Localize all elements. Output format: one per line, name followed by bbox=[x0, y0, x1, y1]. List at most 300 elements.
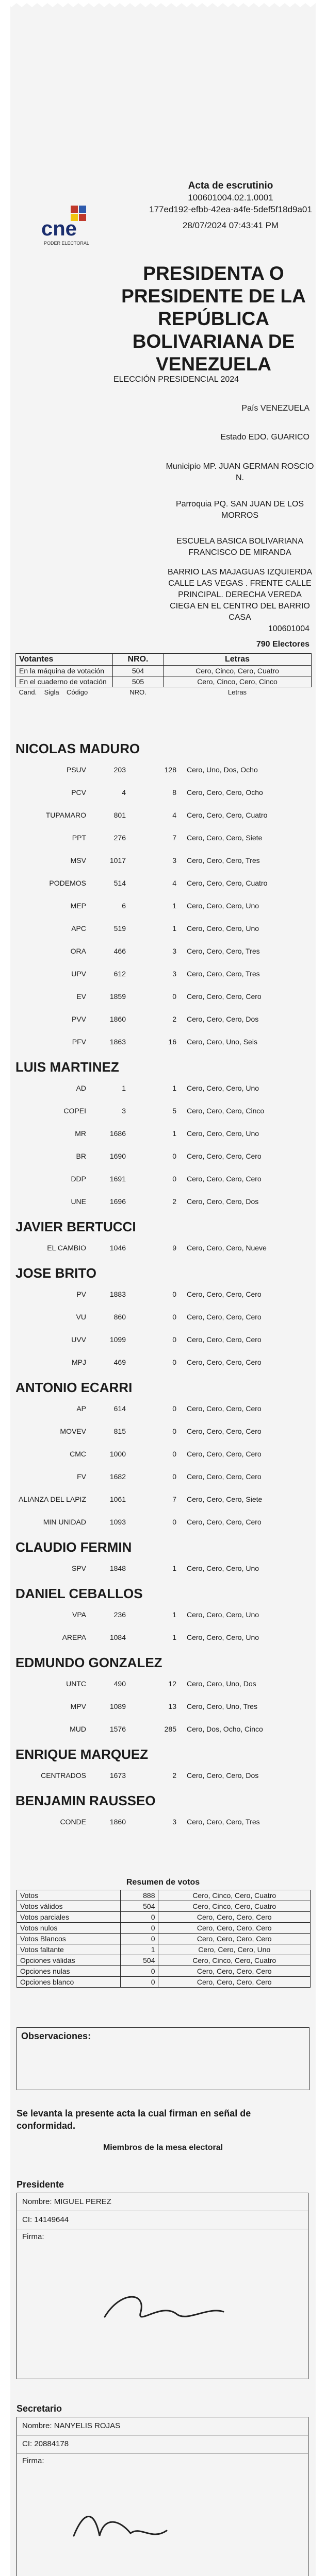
party-codigo: 490 bbox=[113, 1680, 126, 1688]
party-letras: Cero, Cero, Cero, Cero bbox=[187, 1404, 262, 1413]
party-votes: 1 bbox=[172, 1611, 176, 1619]
party-sigla: VPA bbox=[72, 1611, 86, 1619]
member-block bbox=[17, 2417, 308, 2576]
party-row bbox=[17, 1604, 311, 1627]
party-row bbox=[17, 1811, 311, 1834]
party-row bbox=[17, 941, 311, 963]
candidate-name: ANTONIO ECARRI bbox=[15, 1380, 133, 1395]
party-votes: 8 bbox=[172, 788, 176, 796]
party-sigla: MPJ bbox=[72, 1358, 86, 1366]
receipt bbox=[10, 0, 316, 2576]
resumen-row bbox=[17, 1966, 311, 1977]
party-letras: Cero, Cero, Cero, Uno bbox=[187, 1084, 259, 1092]
resumen-label: Votos bbox=[17, 1890, 121, 1901]
candidate-name: BENJAMIN RAUSSEO bbox=[15, 1793, 156, 1808]
municipio: Municipio MP. JUAN GERMAN ROSCIO N. bbox=[166, 462, 314, 482]
party-votes: 0 bbox=[172, 1472, 176, 1481]
resumen-letras: Cero, Cinco, Cero, Cuatro bbox=[158, 1890, 311, 1901]
party-sigla: MSV bbox=[70, 856, 86, 865]
resumen-number: 888 bbox=[121, 1890, 158, 1901]
party-sigla: SPV bbox=[71, 1564, 86, 1572]
party-letras: Cero, Cero, Cero, Dos bbox=[187, 1197, 259, 1206]
party-letras: Cero, Cero, Cero, Cero bbox=[187, 1313, 262, 1321]
party-votes: 7 bbox=[172, 834, 176, 842]
party-sigla: PVV bbox=[71, 1015, 86, 1023]
party-sigla: MPV bbox=[70, 1702, 86, 1710]
resumen-number: 0 bbox=[121, 1923, 158, 1934]
party-row bbox=[17, 1398, 311, 1421]
candidate-name: EDMUNDO GONZALEZ bbox=[15, 1655, 162, 1670]
party-sigla: PSUV bbox=[66, 766, 86, 774]
electores: 790 Electores bbox=[256, 640, 309, 649]
name-label: Nombre: bbox=[22, 2197, 52, 2206]
party-codigo: 1860 bbox=[109, 1818, 126, 1826]
party-row bbox=[17, 1627, 311, 1650]
party-votes: 0 bbox=[172, 1518, 176, 1526]
candidate-name: ENRIQUE MARQUEZ bbox=[15, 1747, 149, 1762]
party-codigo: 1673 bbox=[109, 1771, 126, 1780]
torn-edge-top bbox=[10, 0, 316, 7]
resumen-letras: Cero, Cero, Cero, Cero bbox=[158, 1977, 311, 1988]
party-row bbox=[17, 1765, 311, 1788]
acta-label: Acta de escrutinio bbox=[188, 180, 273, 191]
resumen-table bbox=[17, 1890, 311, 1988]
resumen-row bbox=[17, 1901, 311, 1912]
party-votes: 3 bbox=[172, 856, 176, 865]
candidate-name: JAVIER BERTUCCI bbox=[15, 1219, 136, 1234]
resumen-number: 504 bbox=[121, 1901, 158, 1912]
resumen-letras: Cero, Cero, Cero, Uno bbox=[158, 1944, 311, 1955]
resumen-label: Votos Blancos bbox=[17, 1934, 121, 1944]
resumen-number: 1 bbox=[121, 1944, 158, 1955]
resumen-letras: Cero, Cero, Cero, Cero bbox=[158, 1923, 311, 1934]
party-votes: 4 bbox=[172, 879, 176, 887]
party-row bbox=[17, 963, 311, 986]
signature bbox=[43, 2495, 280, 2562]
party-sigla: APC bbox=[71, 924, 86, 933]
resumen-number: 504 bbox=[121, 1955, 158, 1966]
party-codigo: 860 bbox=[113, 1313, 126, 1321]
party-row bbox=[17, 918, 311, 941]
member-ci: 14149644 bbox=[34, 2215, 69, 2224]
party-sigla: PCV bbox=[71, 788, 86, 796]
resumen-number: 0 bbox=[121, 1934, 158, 1944]
party-codigo: 1686 bbox=[109, 1129, 126, 1138]
resumen-letras: Cero, Cero, Cero, Cero bbox=[158, 1912, 311, 1923]
party-row bbox=[17, 827, 311, 850]
party-codigo: 1682 bbox=[109, 1472, 126, 1481]
party-codigo: 1863 bbox=[109, 1038, 126, 1046]
party-votes: 0 bbox=[172, 1427, 176, 1435]
party-letras: Cero, Cero, Cero, Cuatro bbox=[187, 811, 268, 819]
party-codigo: 1883 bbox=[109, 1290, 126, 1298]
party-votes: 0 bbox=[172, 1335, 176, 1344]
candidate-name: LUIS MARTINEZ bbox=[15, 1059, 119, 1075]
party-row bbox=[17, 1238, 311, 1260]
resumen-label: Votos válidos bbox=[17, 1901, 121, 1912]
party-codigo: 614 bbox=[113, 1404, 126, 1413]
party-letras: Cero, Cero, Cero, Siete bbox=[187, 1495, 263, 1503]
party-sigla: CONDE bbox=[60, 1818, 86, 1826]
party-letras: Cero, Cero, Cero, Uno bbox=[187, 924, 259, 933]
resumen-label: Opciones blanco bbox=[17, 1977, 121, 1988]
party-letras: Cero, Cero, Uno, Dos bbox=[187, 1680, 256, 1688]
sub-letras: Letras bbox=[227, 688, 247, 696]
direccion: BARRIO LAS MAJAGUAS IZQUIERDA CALLE LAS VEGAS . FRENTE CALLE PRINCIPAL. DERECHA VEREDA CIEGA EN EL CENTRO DEL BARRIO CASA bbox=[167, 568, 313, 622]
party-letras: Cero, Cero, Cero, Cuatro bbox=[187, 879, 268, 887]
acta-code: 177ed192-efbb-42ea-a4fe-5def5f18d9a01 bbox=[149, 205, 312, 214]
party-votes: 4 bbox=[172, 811, 176, 819]
party-row bbox=[17, 1009, 311, 1031]
firma-label: Firma: bbox=[22, 2232, 44, 2241]
resumen-row bbox=[17, 1890, 311, 1901]
member-role: Secretario bbox=[17, 2403, 62, 2414]
party-sigla: TUPAMARO bbox=[45, 811, 86, 819]
acta-header bbox=[145, 180, 316, 231]
party-votes: 2 bbox=[172, 1197, 176, 1206]
party-sigla: EV bbox=[76, 992, 86, 1001]
party-row bbox=[17, 1123, 311, 1146]
sub-sigla: Sigla bbox=[44, 688, 59, 696]
party-codigo: 469 bbox=[113, 1358, 126, 1366]
acta-number: 100601004.02.1.0001 bbox=[188, 193, 273, 202]
resumen-row bbox=[17, 1944, 311, 1955]
votantes-table bbox=[15, 653, 312, 697]
votantes-maquina-label: En la máquina de votación bbox=[16, 666, 113, 676]
col-votantes: Votantes bbox=[16, 654, 113, 666]
party-codigo: 203 bbox=[113, 766, 126, 774]
party-row bbox=[17, 1146, 311, 1168]
member-ci-field bbox=[17, 2211, 308, 2229]
party-sigla: CMC bbox=[70, 1450, 86, 1458]
party-votes: 0 bbox=[172, 1313, 176, 1321]
party-row bbox=[17, 1168, 311, 1191]
party-sigla: MOVEV bbox=[60, 1427, 86, 1435]
party-codigo: 1 bbox=[122, 1084, 126, 1092]
party-row bbox=[17, 1466, 311, 1489]
party-row bbox=[17, 782, 311, 805]
candidate-name: JOSE BRITO bbox=[15, 1265, 97, 1281]
party-sigla: MR bbox=[75, 1129, 86, 1138]
party-codigo: 519 bbox=[113, 924, 126, 933]
party-sigla: CENTRADOS bbox=[41, 1771, 86, 1780]
party-codigo: 612 bbox=[113, 970, 126, 978]
party-sigla: EL CAMBIO bbox=[47, 1244, 86, 1252]
votantes-cuaderno-letras: Cero, Cinco, Cero, Cinco bbox=[164, 676, 312, 687]
center-code: 100601004 bbox=[268, 624, 309, 633]
col-letras: Letras bbox=[164, 654, 312, 666]
member-ci-field bbox=[17, 2435, 308, 2453]
party-letras: Cero, Cero, Cero, Cero bbox=[187, 1175, 262, 1183]
election-name: ELECCIÓN PRESIDENCIAL 2024 bbox=[113, 375, 239, 384]
page-title: PRESIDENTA O PRESIDENTE DE LA REPÚBLICA BOLIVARIANA DE VENEZUELA bbox=[121, 263, 306, 375]
party-letras: Cero, Cero, Cero, Cero bbox=[187, 1427, 262, 1435]
estado: Estado EDO. GUARICO bbox=[220, 433, 309, 442]
party-row bbox=[17, 1284, 311, 1307]
party-letras: Cero, Cero, Cero, Cero bbox=[187, 1358, 262, 1366]
acta-datetime: 28/07/2024 07:43:41 PM bbox=[182, 221, 279, 230]
party-votes: 0 bbox=[172, 992, 176, 1001]
party-votes: 0 bbox=[172, 1152, 176, 1160]
party-sigla: PV bbox=[76, 1290, 86, 1298]
party-codigo: 1017 bbox=[109, 856, 126, 865]
candidate-name: DANIEL CEBALLOS bbox=[15, 1586, 143, 1601]
sub-codigo: Código bbox=[67, 688, 88, 696]
party-votes: 128 bbox=[164, 766, 176, 774]
party-codigo: 815 bbox=[113, 1427, 126, 1435]
party-letras: Cero, Cero, Cero, Tres bbox=[187, 970, 260, 978]
votantes-cuaderno-nro: 505 bbox=[113, 676, 164, 687]
member-role: Presidente bbox=[17, 2179, 64, 2190]
party-letras: Cero, Cero, Cero, Cinco bbox=[187, 1107, 265, 1115]
party-votes: 13 bbox=[168, 1702, 176, 1710]
pais: País VENEZUELA bbox=[241, 404, 309, 413]
party-sigla: AD bbox=[76, 1084, 86, 1092]
party-votes: 2 bbox=[172, 1015, 176, 1023]
party-codigo: 1859 bbox=[109, 992, 126, 1001]
party-votes: 3 bbox=[172, 1818, 176, 1826]
party-sigla: MIN UNIDAD bbox=[43, 1518, 86, 1526]
resumen-letras: Cero, Cinco, Cero, Cuatro bbox=[158, 1901, 311, 1912]
party-row bbox=[17, 850, 311, 873]
party-votes: 3 bbox=[172, 947, 176, 955]
party-codigo: 236 bbox=[113, 1611, 126, 1619]
member-block bbox=[17, 2193, 308, 2379]
resumen-label: Votos nulos bbox=[17, 1923, 121, 1934]
svg-text:cne: cne bbox=[41, 217, 77, 240]
party-row bbox=[17, 986, 311, 1009]
party-codigo: 1576 bbox=[109, 1725, 126, 1733]
party-sigla: FV bbox=[77, 1472, 86, 1481]
party-sigla: AP bbox=[76, 1404, 86, 1413]
party-sigla: UPV bbox=[71, 970, 86, 978]
party-letras: Cero, Cero, Cero, Cero bbox=[187, 1450, 262, 1458]
ci-label: CI: bbox=[22, 2439, 32, 2448]
resumen-row bbox=[17, 1955, 311, 1966]
party-votes: 1 bbox=[172, 1633, 176, 1641]
party-codigo: 1046 bbox=[109, 1244, 126, 1252]
party-row bbox=[17, 1489, 311, 1512]
party-votes: 16 bbox=[168, 1038, 176, 1046]
votantes-cuaderno-label: En el cuaderno de votación bbox=[16, 676, 113, 687]
sub-cand: Cand. bbox=[19, 688, 37, 696]
party-codigo: 1084 bbox=[109, 1633, 126, 1641]
party-row bbox=[17, 805, 311, 827]
resumen-letras: Cero, Cero, Cero, Cero bbox=[158, 1934, 311, 1944]
party-letras: Cero, Cero, Cero, Uno bbox=[187, 902, 259, 910]
party-row bbox=[17, 759, 311, 782]
party-codigo: 1099 bbox=[109, 1335, 126, 1344]
party-letras: Cero, Cero, Cero, Tres bbox=[187, 1818, 260, 1826]
resumen-title: Resumen de votos bbox=[126, 1878, 200, 1887]
party-sigla: DDP bbox=[71, 1175, 86, 1183]
member-ci: 20884178 bbox=[34, 2439, 69, 2448]
party-votes: 2 bbox=[172, 1771, 176, 1780]
sub-nro: NRO. bbox=[129, 688, 146, 696]
party-row bbox=[17, 1719, 311, 1741]
party-letras: Cero, Cero, Cero, Uno bbox=[187, 1564, 259, 1572]
party-row bbox=[17, 1444, 311, 1466]
party-sigla: PFV bbox=[72, 1038, 86, 1046]
parroquia: Parroquia PQ. SAN JUAN DE LOS MORROS bbox=[175, 500, 304, 520]
resumen-label: Opciones nulas bbox=[17, 1966, 121, 1977]
party-votes: 3 bbox=[172, 970, 176, 978]
party-codigo: 1696 bbox=[109, 1197, 126, 1206]
resumen-label: Opciones válidas bbox=[17, 1955, 121, 1966]
party-codigo: 1691 bbox=[109, 1175, 126, 1183]
sub-header-cand bbox=[16, 687, 113, 698]
party-letras: Cero, Cero, Cero, Uno bbox=[187, 1633, 259, 1641]
party-sigla: ALIANZA DEL LAPIZ bbox=[19, 1495, 86, 1503]
party-letras: Cero, Cero, Cero, Siete bbox=[187, 834, 263, 842]
closing-text: Se levanta la presente acta la cual firman en señal de conformidad. bbox=[17, 2108, 251, 2131]
party-sigla: UNE bbox=[71, 1197, 86, 1206]
party-letras: Cero, Cero, Cero, Cero bbox=[187, 1152, 262, 1160]
party-letras: Cero, Cero, Cero, Tres bbox=[187, 856, 260, 865]
party-codigo: 514 bbox=[113, 879, 126, 887]
resumen-row bbox=[17, 1934, 311, 1944]
col-nro: NRO. bbox=[113, 654, 164, 666]
party-votes: 5 bbox=[172, 1107, 176, 1115]
escuela: ESCUELA BASICA BOLIVARIANA FRANCISCO DE MIRANDA bbox=[176, 537, 304, 557]
party-codigo: 1093 bbox=[109, 1518, 126, 1526]
party-row bbox=[17, 1078, 311, 1100]
party-codigo: 466 bbox=[113, 947, 126, 955]
observaciones-label: Observaciones: bbox=[21, 2031, 91, 2041]
resumen-row bbox=[17, 1912, 311, 1923]
party-votes: 7 bbox=[172, 1495, 176, 1503]
party-votes: 1 bbox=[172, 1129, 176, 1138]
observaciones-box bbox=[17, 2027, 309, 2090]
party-sigla: ORA bbox=[70, 947, 86, 955]
ci-label: CI: bbox=[22, 2215, 32, 2224]
party-letras: Cero, Cero, Cero, Tres bbox=[187, 947, 260, 955]
signature-box bbox=[17, 2229, 308, 2379]
party-votes: 0 bbox=[172, 1290, 176, 1298]
party-letras: Cero, Cero, Cero, Dos bbox=[187, 1015, 259, 1023]
resumen-row bbox=[17, 1977, 311, 1988]
party-row bbox=[17, 1329, 311, 1352]
party-sigla: UNTC bbox=[66, 1680, 86, 1688]
party-sigla: AREPA bbox=[62, 1633, 86, 1641]
party-letras: Cero, Cero, Cero, Cero bbox=[187, 1290, 262, 1298]
party-letras: Cero, Cero, Cero, Cero bbox=[187, 1472, 262, 1481]
signature bbox=[43, 2270, 280, 2337]
party-row bbox=[17, 1673, 311, 1696]
party-votes: 0 bbox=[172, 1175, 176, 1183]
party-row bbox=[17, 1031, 311, 1054]
party-votes: 12 bbox=[168, 1680, 176, 1688]
party-row bbox=[17, 873, 311, 895]
party-sigla: PPT bbox=[72, 834, 86, 842]
party-sigla: BR bbox=[76, 1152, 86, 1160]
resumen-number: 0 bbox=[121, 1966, 158, 1977]
party-votes: 0 bbox=[172, 1450, 176, 1458]
party-letras: Cero, Cero, Cero, Uno bbox=[187, 1611, 259, 1619]
name-label: Nombre: bbox=[22, 2421, 52, 2430]
party-letras: Cero, Cero, Cero, Ocho bbox=[187, 788, 263, 796]
party-votes: 285 bbox=[164, 1725, 176, 1733]
resumen-label: Votos parciales bbox=[17, 1912, 121, 1923]
member-name-field bbox=[17, 2193, 308, 2211]
party-row bbox=[17, 1307, 311, 1329]
candidate-name: CLAUDIO FERMIN bbox=[15, 1539, 132, 1555]
signature-box bbox=[17, 2453, 308, 2576]
member-name: MIGUEL PEREZ bbox=[54, 2197, 111, 2206]
candidate-name: NICOLAS MADURO bbox=[15, 741, 140, 756]
party-votes: 1 bbox=[172, 924, 176, 933]
cne-logo bbox=[39, 204, 95, 255]
party-letras: Cero, Cero, Uno, Seis bbox=[187, 1038, 257, 1046]
party-letras: Cero, Cero, Uno, Tres bbox=[187, 1702, 257, 1710]
party-votes: 9 bbox=[172, 1244, 176, 1252]
party-votes: 1 bbox=[172, 1084, 176, 1092]
party-letras: Cero, Cero, Cero, Dos bbox=[187, 1771, 259, 1780]
party-codigo: 1061 bbox=[109, 1495, 126, 1503]
votantes-maquina-nro: 504 bbox=[113, 666, 164, 676]
party-row bbox=[17, 895, 311, 918]
party-codigo: 3 bbox=[122, 1107, 126, 1115]
party-codigo: 6 bbox=[122, 902, 126, 910]
party-letras: Cero, Cero, Cero, Cero bbox=[187, 1518, 262, 1526]
resumen-letras: Cero, Cero, Cero, Cero bbox=[158, 1966, 311, 1977]
resumen-row bbox=[17, 1923, 311, 1934]
party-codigo: 1000 bbox=[109, 1450, 126, 1458]
party-row bbox=[17, 1558, 311, 1581]
party-votes: 0 bbox=[172, 1404, 176, 1413]
party-sigla: VU bbox=[76, 1313, 86, 1321]
party-codigo: 1690 bbox=[109, 1152, 126, 1160]
party-letras: Cero, Cero, Cero, Cero bbox=[187, 992, 262, 1001]
party-codigo: 801 bbox=[113, 811, 126, 819]
party-row bbox=[17, 1696, 311, 1719]
party-row bbox=[17, 1421, 311, 1444]
member-name-field bbox=[17, 2417, 308, 2435]
svg-text:PODER ELECTORAL: PODER ELECTORAL bbox=[44, 241, 89, 246]
party-sigla: UVV bbox=[71, 1335, 86, 1344]
mesa-title: Miembros de la mesa electoral bbox=[103, 2143, 223, 2152]
resumen-number: 0 bbox=[121, 1977, 158, 1988]
party-sigla: PODEMOS bbox=[49, 879, 86, 887]
member-name: NANYELIS ROJAS bbox=[54, 2421, 121, 2430]
party-codigo: 276 bbox=[113, 834, 126, 842]
votantes-maquina-letras: Cero, Cinco, Cero, Cuatro bbox=[164, 666, 312, 676]
party-votes: 1 bbox=[172, 902, 176, 910]
party-codigo: 1848 bbox=[109, 1564, 126, 1572]
party-sigla: MUD bbox=[70, 1725, 86, 1733]
party-letras: Cero, Cero, Cero, Uno bbox=[187, 1129, 259, 1138]
party-row bbox=[17, 1512, 311, 1534]
party-codigo: 1860 bbox=[109, 1015, 126, 1023]
party-letras: Cero, Dos, Ocho, Cinco bbox=[187, 1725, 263, 1733]
party-votes: 1 bbox=[172, 1564, 176, 1572]
party-codigo: 1089 bbox=[109, 1702, 126, 1710]
party-row bbox=[17, 1191, 311, 1214]
resumen-label: Votos faltante bbox=[17, 1944, 121, 1955]
party-votes: 0 bbox=[172, 1358, 176, 1366]
party-letras: Cero, Cero, Cero, Cero bbox=[187, 1335, 262, 1344]
party-sigla: COPEI bbox=[63, 1107, 86, 1115]
party-codigo: 4 bbox=[122, 788, 126, 796]
resumen-number: 0 bbox=[121, 1912, 158, 1923]
party-row bbox=[17, 1352, 311, 1375]
firma-label: Firma: bbox=[22, 2456, 44, 2465]
party-letras: Cero, Cero, Cero, Nueve bbox=[187, 1244, 267, 1252]
party-row bbox=[17, 1100, 311, 1123]
party-letras: Cero, Uno, Dos, Ocho bbox=[187, 766, 258, 774]
resumen-letras: Cero, Cinco, Cero, Cuatro bbox=[158, 1955, 311, 1966]
party-sigla: MEP bbox=[70, 902, 86, 910]
